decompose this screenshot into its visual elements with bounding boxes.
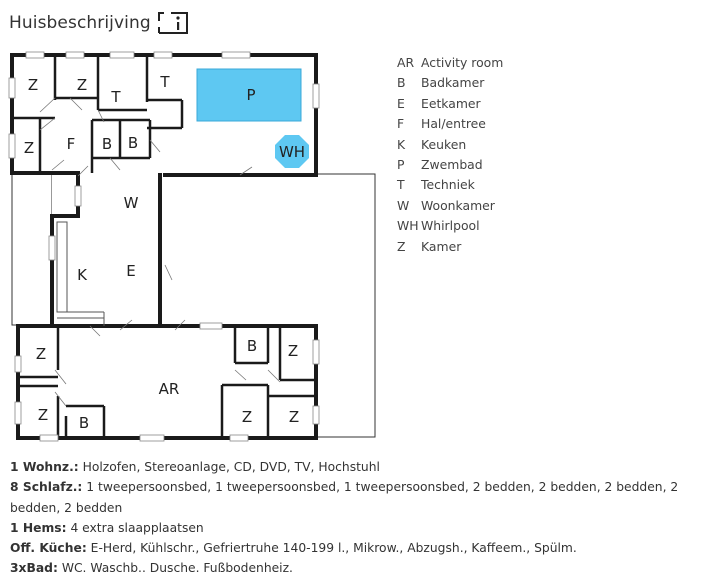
legend-item: [397, 155, 503, 175]
detail-line: [10, 538, 718, 558]
detail-value: E-Herd, Kühlschr., Gefriertruhe 140-199 l., Mikrow., Abzugsh., Kaffeem., Spülm.: [90, 541, 577, 556]
detail-label: 1 Wohnz.:: [10, 460, 79, 474]
room-label: F: [66, 135, 76, 153]
detail-line: [10, 558, 718, 578]
detail-value: Holzofen, Stereoanlage, CD, DVD, TV, Hochstuhl: [82, 460, 380, 474]
legend-item: [397, 135, 503, 155]
room-label: Z: [241, 408, 253, 426]
room-label: Z: [76, 76, 88, 94]
legend-item: [397, 237, 503, 257]
room-label: E: [126, 262, 136, 280]
detail-value: 4 extra slaapplaatsen: [70, 520, 204, 535]
legend-label: Techniek: [421, 177, 475, 193]
detail-label: Off. Küche:: [10, 541, 87, 556]
header: [9, 10, 188, 36]
legend-label: Activity room: [421, 55, 504, 70]
room-label: Z: [27, 76, 39, 94]
legend-code: AR: [397, 55, 415, 70]
detail-line: [10, 477, 718, 518]
house-details: [10, 457, 718, 579]
detail-value: WC. Waschb.. Dusche. Fußbodenheiz.: [61, 561, 293, 576]
detail-line: [10, 518, 718, 538]
legend-label: Eetkamer: [421, 95, 481, 111]
legend-label: Hal/entree: [421, 116, 486, 132]
floorplan-info-icon[interactable]: [158, 11, 188, 35]
room-label: B: [101, 135, 113, 153]
legend-code: P: [397, 156, 405, 172]
detail-label: 3xBad:: [10, 561, 58, 576]
room-label: WH: [278, 143, 306, 161]
legend-label: Zwembad: [421, 156, 483, 172]
legend-item: [397, 196, 503, 216]
legend-code: W: [397, 197, 410, 213]
room-label: K: [77, 266, 87, 284]
legend-code: E: [397, 95, 405, 111]
legend-label: Whirlpool: [421, 218, 480, 234]
legend-item: [397, 175, 503, 195]
room-label: Z: [288, 408, 300, 426]
room-label: Z: [37, 406, 49, 424]
room-label: P: [246, 86, 256, 104]
legend-item: [397, 73, 503, 93]
legend-code: WH: [397, 218, 419, 234]
floor-plan: [0, 40, 390, 442]
room-legend: [397, 53, 503, 257]
legend-label: Keuken: [421, 136, 467, 152]
legend-code: K: [397, 136, 406, 152]
room-label: Z: [35, 345, 47, 363]
detail-line: [10, 457, 718, 477]
page-title: Huisbeschrijving: [9, 13, 151, 33]
room-label: W: [123, 194, 139, 212]
room-label: B: [127, 134, 139, 152]
detail-label: 1 Hems:: [10, 520, 67, 535]
detail-label: 8 Schlafz.:: [10, 480, 83, 495]
legend-item: [397, 114, 503, 134]
legend-code: B: [397, 75, 406, 91]
room-label: B: [78, 414, 90, 432]
legend-code: F: [397, 116, 405, 132]
legend-item: [397, 216, 503, 236]
room-label: B: [246, 337, 258, 355]
legend-code: Z: [397, 238, 406, 254]
room-label: Z: [287, 342, 299, 360]
room-label: AR: [158, 380, 180, 398]
room-label: T: [111, 88, 121, 106]
legend-code: T: [397, 177, 405, 193]
legend-label: Kamer: [421, 238, 462, 254]
detail-value: 1 tweepersoonsbed, 1 tweepersoonsbed, 1 tweepersoonsbed, 2 bedden, 2 bedden, 2 bedden, 2 bedden, 2 bedden: [10, 480, 679, 515]
room-label: T: [160, 73, 170, 91]
legend-label: Woonkamer: [421, 197, 495, 213]
legend-label: Badkamer: [421, 75, 485, 91]
legend-item: [397, 53, 503, 73]
room-label: Z: [23, 139, 35, 157]
legend-item: [397, 94, 503, 114]
